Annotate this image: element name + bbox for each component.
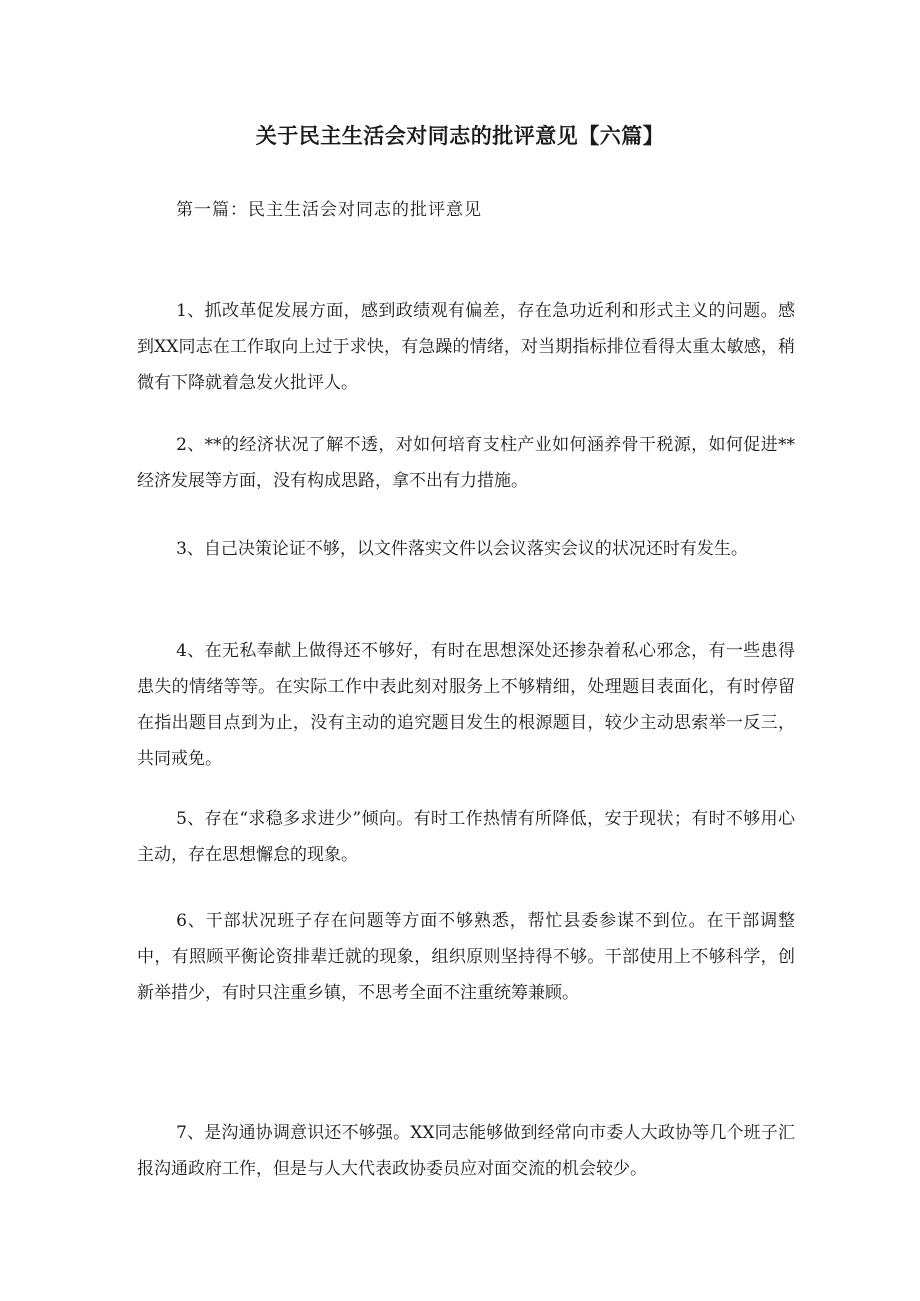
paragraph-6: 6、干部状况班子存在问题等方面不够熟悉，帮忙县委参谋不到位。在干部调整中，有照顾平衡论资排辈迁就的现象，组织原则坚持得不够。干部使用上不够科学，创新举措少，有时只注重乡镇，不思考全面不注重统筹兼顾。 (137, 911, 795, 1003)
paragraph-3: 3、自己决策论证不够，以文件落实文件以会议落实会议的状况还时有发生。 (176, 539, 748, 559)
paragraph-1: 1、抓改革促发展方面，感到政绩观有偏差，存在急功近利和形式主义的问题。感到XX同志在工作取向上过于求快，有急躁的情绪，对当期指标排位看得太重太敏感，稍微有下降就着急发火批评人。 (137, 301, 795, 393)
section-heading: 第一篇：民主生活会对同志的批评意见 (176, 200, 482, 220)
paragraph-4: 4、在无私奉献上做得还不够好，有时在思想深处还掺杂着私心邪念，有一些患得患失的情绪等等。在实际工作中表此刻对服务上不够精细，处理题目表面化，有时停留在指出题目点到为止，没有主动的追究题目发生的根源题目，较少主动思索举一反三，共同戒免。 (137, 641, 795, 769)
document-title: 关于民主生活会对同志的批评意见【六篇】 (255, 124, 665, 148)
paragraph-5: 5、存在“求稳多求进少”倾向。有时工作热情有所降低，安于现状；有时不够用心主动，存在思想懈怠的现象。 (137, 809, 795, 865)
paragraph-7: 7、是沟通协调意识还不够强。XX同志能够做到经常向市委人大政协等几个班子汇报沟通政府工作，但是与人大代表政协委员应对面交流的机会较少。 (137, 1123, 795, 1179)
paragraph-2: 2、**的经济状况了解不透，对如何培育支柱产业如何涵养骨干税源，如何促进**经济发展等方面，没有构成思路，拿不出有力措施。 (137, 435, 795, 491)
